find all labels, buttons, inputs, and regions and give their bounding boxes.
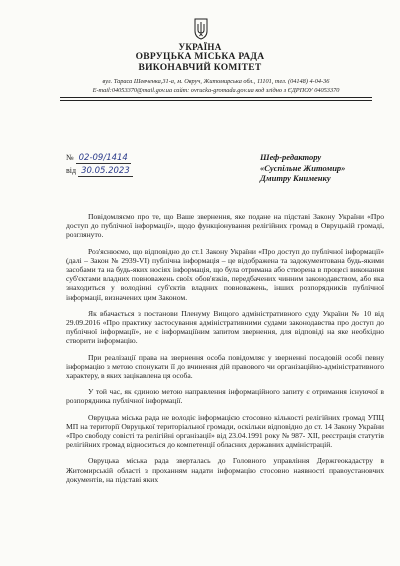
reference-date [66,166,133,176]
header-divider [60,97,372,101]
header-contacts-address: вул. Тараса Шевченка,31-а, м. Овруч, Житомирська обл., 11101, тел. (04148) 4-04-36 [102,78,330,85]
header-country: УКРАЇНА [178,42,222,52]
header-contacts-email: E-mail:04053370@mail.gov.ua сайт: ovrucka-gromada.gov.ua код згідно з ЄДРПОУ 04053370 [92,87,340,94]
header-committee: ВИКОНАВЧИЙ КОМІТЕТ [138,63,262,73]
reference-date-prefix: від [66,166,77,175]
body-paragraph: Роз'яснюємо, що відповідно до ст.1 Закону України «Про доступ до публічної інформації» (далі – Закон № 2939-VI) публічна інформація – це відображена та задокументована будь-якими засобами та на будь-яких носіях інформація, що була отримана або створена в процесі виконання суб'єктами владних повноважень своїх обов'язків, передбачених чинним законодавством, або яка знаходиться у володінні суб'єктів владних повноважень, інших розпорядників публічної інформації, визначених цим Законом. [66,246,384,302]
addressee-organization: «Суспільне Житомир» [260,162,346,173]
reference-number [66,153,131,163]
body-paragraph: Овруцька міська рада зверталась до Головного управління Держгеокадастру в Житомирській області з проханням надати інформацію стосовно наявності правоустановчих документів, на підставі яких [66,456,384,484]
body-paragraph: Овруцька міська рада не володіє інформацією стосовно кількості релігійних громад УПЦ МП на території Овруцької територіальної громади, оскільки відповідно до ст. 14 Закону України «Про свободу совісті та релігійні організації» від 23.04.1991 року № 987- XII, реєстрація статутів релігійних громад відноситься до компетенції обласних державних адміністрацій. [66,412,384,450]
reference-number-prefix: № [66,153,74,162]
letter-body [66,212,384,491]
trident-coat-of-arms-icon [193,18,209,40]
body-paragraph: У той час, як єдиною метою направлення інформаційного запиту є отримання існуючої в розпорядника публічної інформації. [66,387,384,406]
body-paragraph: Як вбачається з постанови Пленуму Вищого адміністративного суду України № 10 від 29.09.2016 «Про практику застосування адміністративними судами законодавства про доступ до публічної інформації», не є інформаціїним запитом звернення, для відповіді на яке необхідно створити інформацію. [66,308,384,346]
addressee-name: Дмитру Книменку [260,173,331,183]
body-paragraph: Повідомляємо про те, що Ваше звернення, яке подане на підставі Закону України «Про доступ до публічної інформації», щодо функціонування релігійних громад в Овруцькій громаді, розглянуто. [66,212,384,240]
addressee-position: Шеф-редактору [260,152,322,162]
header-council: ОВРУЦЬКА МІСЬКА РАДА [135,52,265,62]
reference-date-value: 30.05.2023 [78,166,133,177]
addressee-block [260,152,390,184]
reference-number-value: 02-09/1414 [76,153,131,164]
body-paragraph: При реалізації права на звернення особа повідомляє у зверненні посадовій особі певну інформацію з метою спонукати її до вчинення дій правового чи організаційно-адміністративного характеру, в яких зацікавлена ця особа. [66,352,384,381]
